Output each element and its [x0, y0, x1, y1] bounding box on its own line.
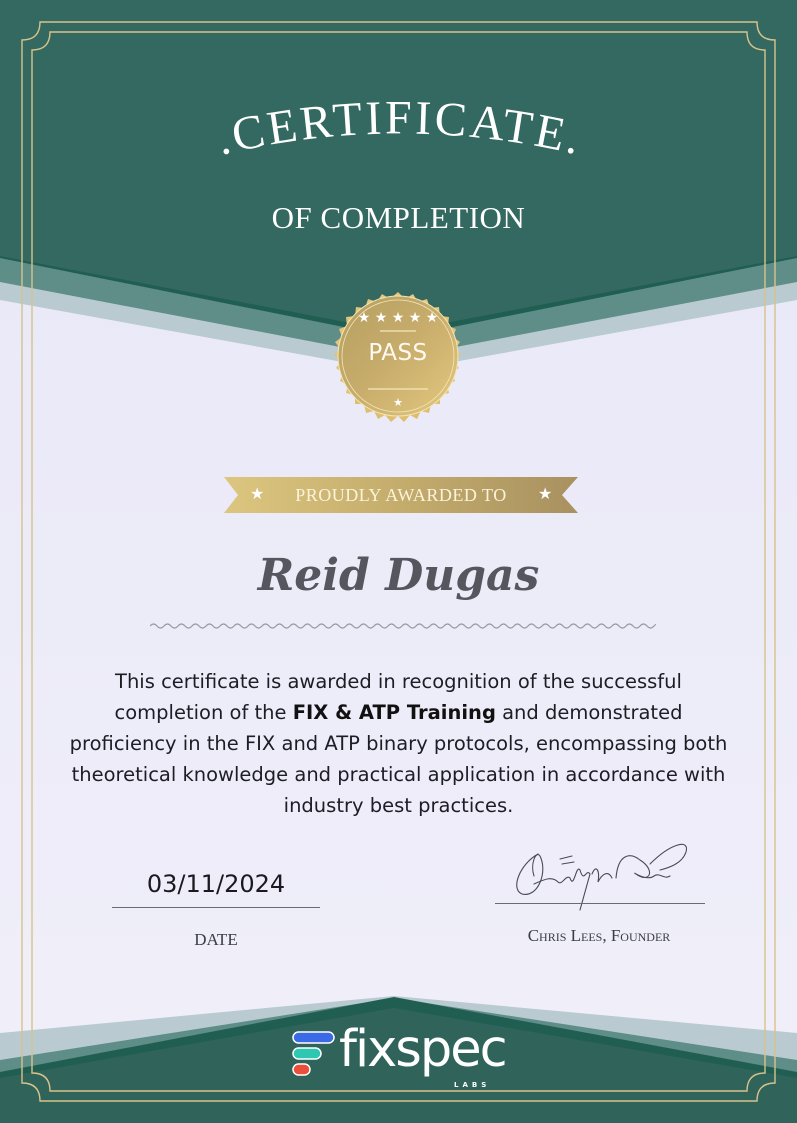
- certificate-description: This certificate is awarded in recognition of the successful completion of the FIX & ATP Training and demonstrated proficiency in the FIX and ATP binary protocols, encompassing both theoretical knowledge and practical application in accordance with industry best practices.: [69, 670, 728, 817]
- svg-text:★ ★ ★ ★ ★: ★ ★ ★ ★ ★: [357, 310, 439, 326]
- svg-text:★: ★: [393, 396, 403, 409]
- stacked-bars-logo-icon: [292, 1030, 336, 1080]
- wavy-divider: [150, 620, 656, 632]
- signature-icon: [500, 834, 700, 918]
- certificate-subtitle: OF COMPLETION: [271, 200, 526, 235]
- signatory-label: Chris Lees, Founder: [527, 926, 671, 945]
- star-icon: ★: [538, 486, 553, 503]
- signature-underline: [495, 903, 705, 904]
- date-underline: [112, 907, 320, 908]
- recipient-name: Reid Dugas: [257, 550, 540, 601]
- svg-text:.CERTIFICATE.: .CERTIFICATE.: [211, 91, 589, 166]
- date-value: 03/11/2024: [146, 870, 286, 898]
- course-name: FIX & ATP Training: [292, 701, 496, 724]
- seal-pass-text: PASS: [368, 340, 428, 366]
- brand-sub: LABS: [454, 1081, 491, 1089]
- ribbon-label: PROUDLY AWARDED TO: [295, 485, 507, 505]
- star-icon: ★: [250, 486, 265, 503]
- brand-name: fixspec: [339, 1020, 506, 1079]
- date-label: DATE: [194, 930, 238, 949]
